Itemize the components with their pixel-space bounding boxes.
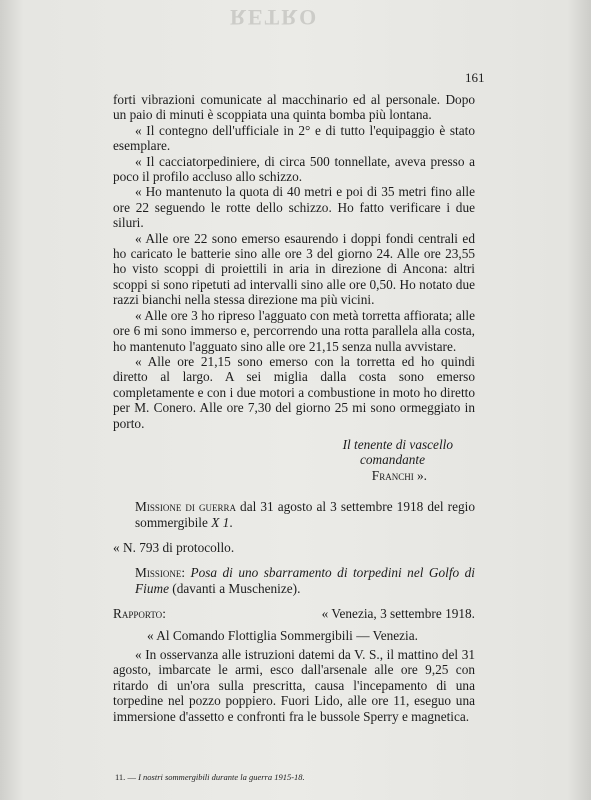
footer-number: 11. bbox=[115, 772, 126, 782]
report-place-date: « Venezia, 3 settembre 1918. bbox=[321, 606, 475, 622]
mission-subject-plain: (davanti a Muschenize). bbox=[168, 580, 301, 596]
signature-title: Il tenente di vascello bbox=[342, 436, 453, 452]
report-line bbox=[113, 606, 475, 621]
paragraph: « Alle ore 21,15 sono emerso con la torretta ed ho quindi diretto al largo. A sei miglia dalla costa sono emerso completamente e con i due motori a combustione in moto ho diretto per M. Conero. Alle ore 7,30 del giorno 25 mi sono ormeggiato in porto. bbox=[113, 353, 475, 431]
footer-title: I nostri sommergibili durante la guerra 1915-18. bbox=[138, 772, 305, 782]
mission-boat: X 1 bbox=[211, 514, 230, 530]
signature-close: ». bbox=[413, 467, 427, 483]
paragraph: « Il cacciatorpediniere, di circa 500 tonnellate, aveva presso a poco il profilo accluso allo schizzo. bbox=[113, 153, 475, 185]
paragraph: « Alle ore 22 sono emerso esaurendo i doppi fondi centrali ed ho caricato le batterie sino alle ore 3 del giorno 24. Alle ore 23,55 ho visto scoppi di proiettili in aria in direzione di Ancona: altri scoppi si sono ripetuti ad intervalli sino alle ore 0,50. Ho notato due razzi bianchi nella stessa direzione ma più vicini. bbox=[113, 230, 475, 308]
protocol-line: « N. 793 di protocollo. bbox=[113, 539, 235, 555]
mission-subject-label: Missione bbox=[135, 565, 182, 581]
page-body bbox=[113, 92, 475, 724]
page-number: 161 bbox=[465, 70, 485, 85]
mission-subject-colon: : bbox=[181, 565, 191, 581]
paragraph: « In osservanza alle istruzioni datemi da V. S., il mattino del 31 agosto, imbarcate le armi, esco dall'arsenale alle ore 9,25 con ritardo di un'ora sulla prescritta, causa l'incepamento di una torpedine nel pozzo poppiero. Fuori Lido, alle ore 11, eseguo una immersione d'assetto e confronti fra le bussole Sperry e magnetica. bbox=[113, 647, 475, 724]
report-colon: : bbox=[162, 606, 166, 622]
mission-heading bbox=[113, 499, 475, 530]
mission-subject bbox=[113, 565, 475, 596]
mission-text: dal 31 agosto al 3 settembre 1918 del regio sommergibile bbox=[135, 499, 475, 530]
signature-surname: Franchi bbox=[371, 467, 414, 483]
footer-dash: — bbox=[125, 772, 139, 782]
report-label: Rapporto bbox=[113, 606, 163, 622]
paragraph: forti vibrazioni comunicate al macchinario ed al personale. Dopo un paio di minuti è scoppiata una quinta bomba più lontana. bbox=[113, 92, 475, 123]
paragraph: « Ho mantenuto la quota di 40 metri e poi di 35 metri fino alle ore 22 seguendo le rotte dello schizzo. Ho fatto verificare i due siluri. bbox=[113, 184, 475, 231]
footer bbox=[115, 772, 305, 782]
mission-label: Missione di guerra bbox=[135, 499, 236, 515]
mission-subject-italic: Posa di uno sbarramento di torpedini nel Golfo di Fiume bbox=[135, 565, 475, 596]
signature-role: comandante bbox=[360, 452, 425, 468]
paragraph: « Il contegno dell'ufficiale in 2° e di tutto l'equipaggio è stato esemplare. bbox=[113, 122, 475, 154]
signature-name bbox=[113, 468, 475, 483]
addressee: « Al Comando Flottiglia Sommergibili — Venezia. bbox=[147, 627, 418, 643]
bleed-through-text: RETRO bbox=[230, 5, 319, 30]
paragraph: « Alle ore 3 ho ripreso l'agguato con metà torretta affiorata; alle ore 6 mi sono immerso e, percorrendo una rotta parallela alla costa, ho mantenuto l'agguato sino alle ore 21,15 senza nulla avvistare. bbox=[113, 307, 475, 354]
mission-end: . bbox=[229, 514, 233, 530]
